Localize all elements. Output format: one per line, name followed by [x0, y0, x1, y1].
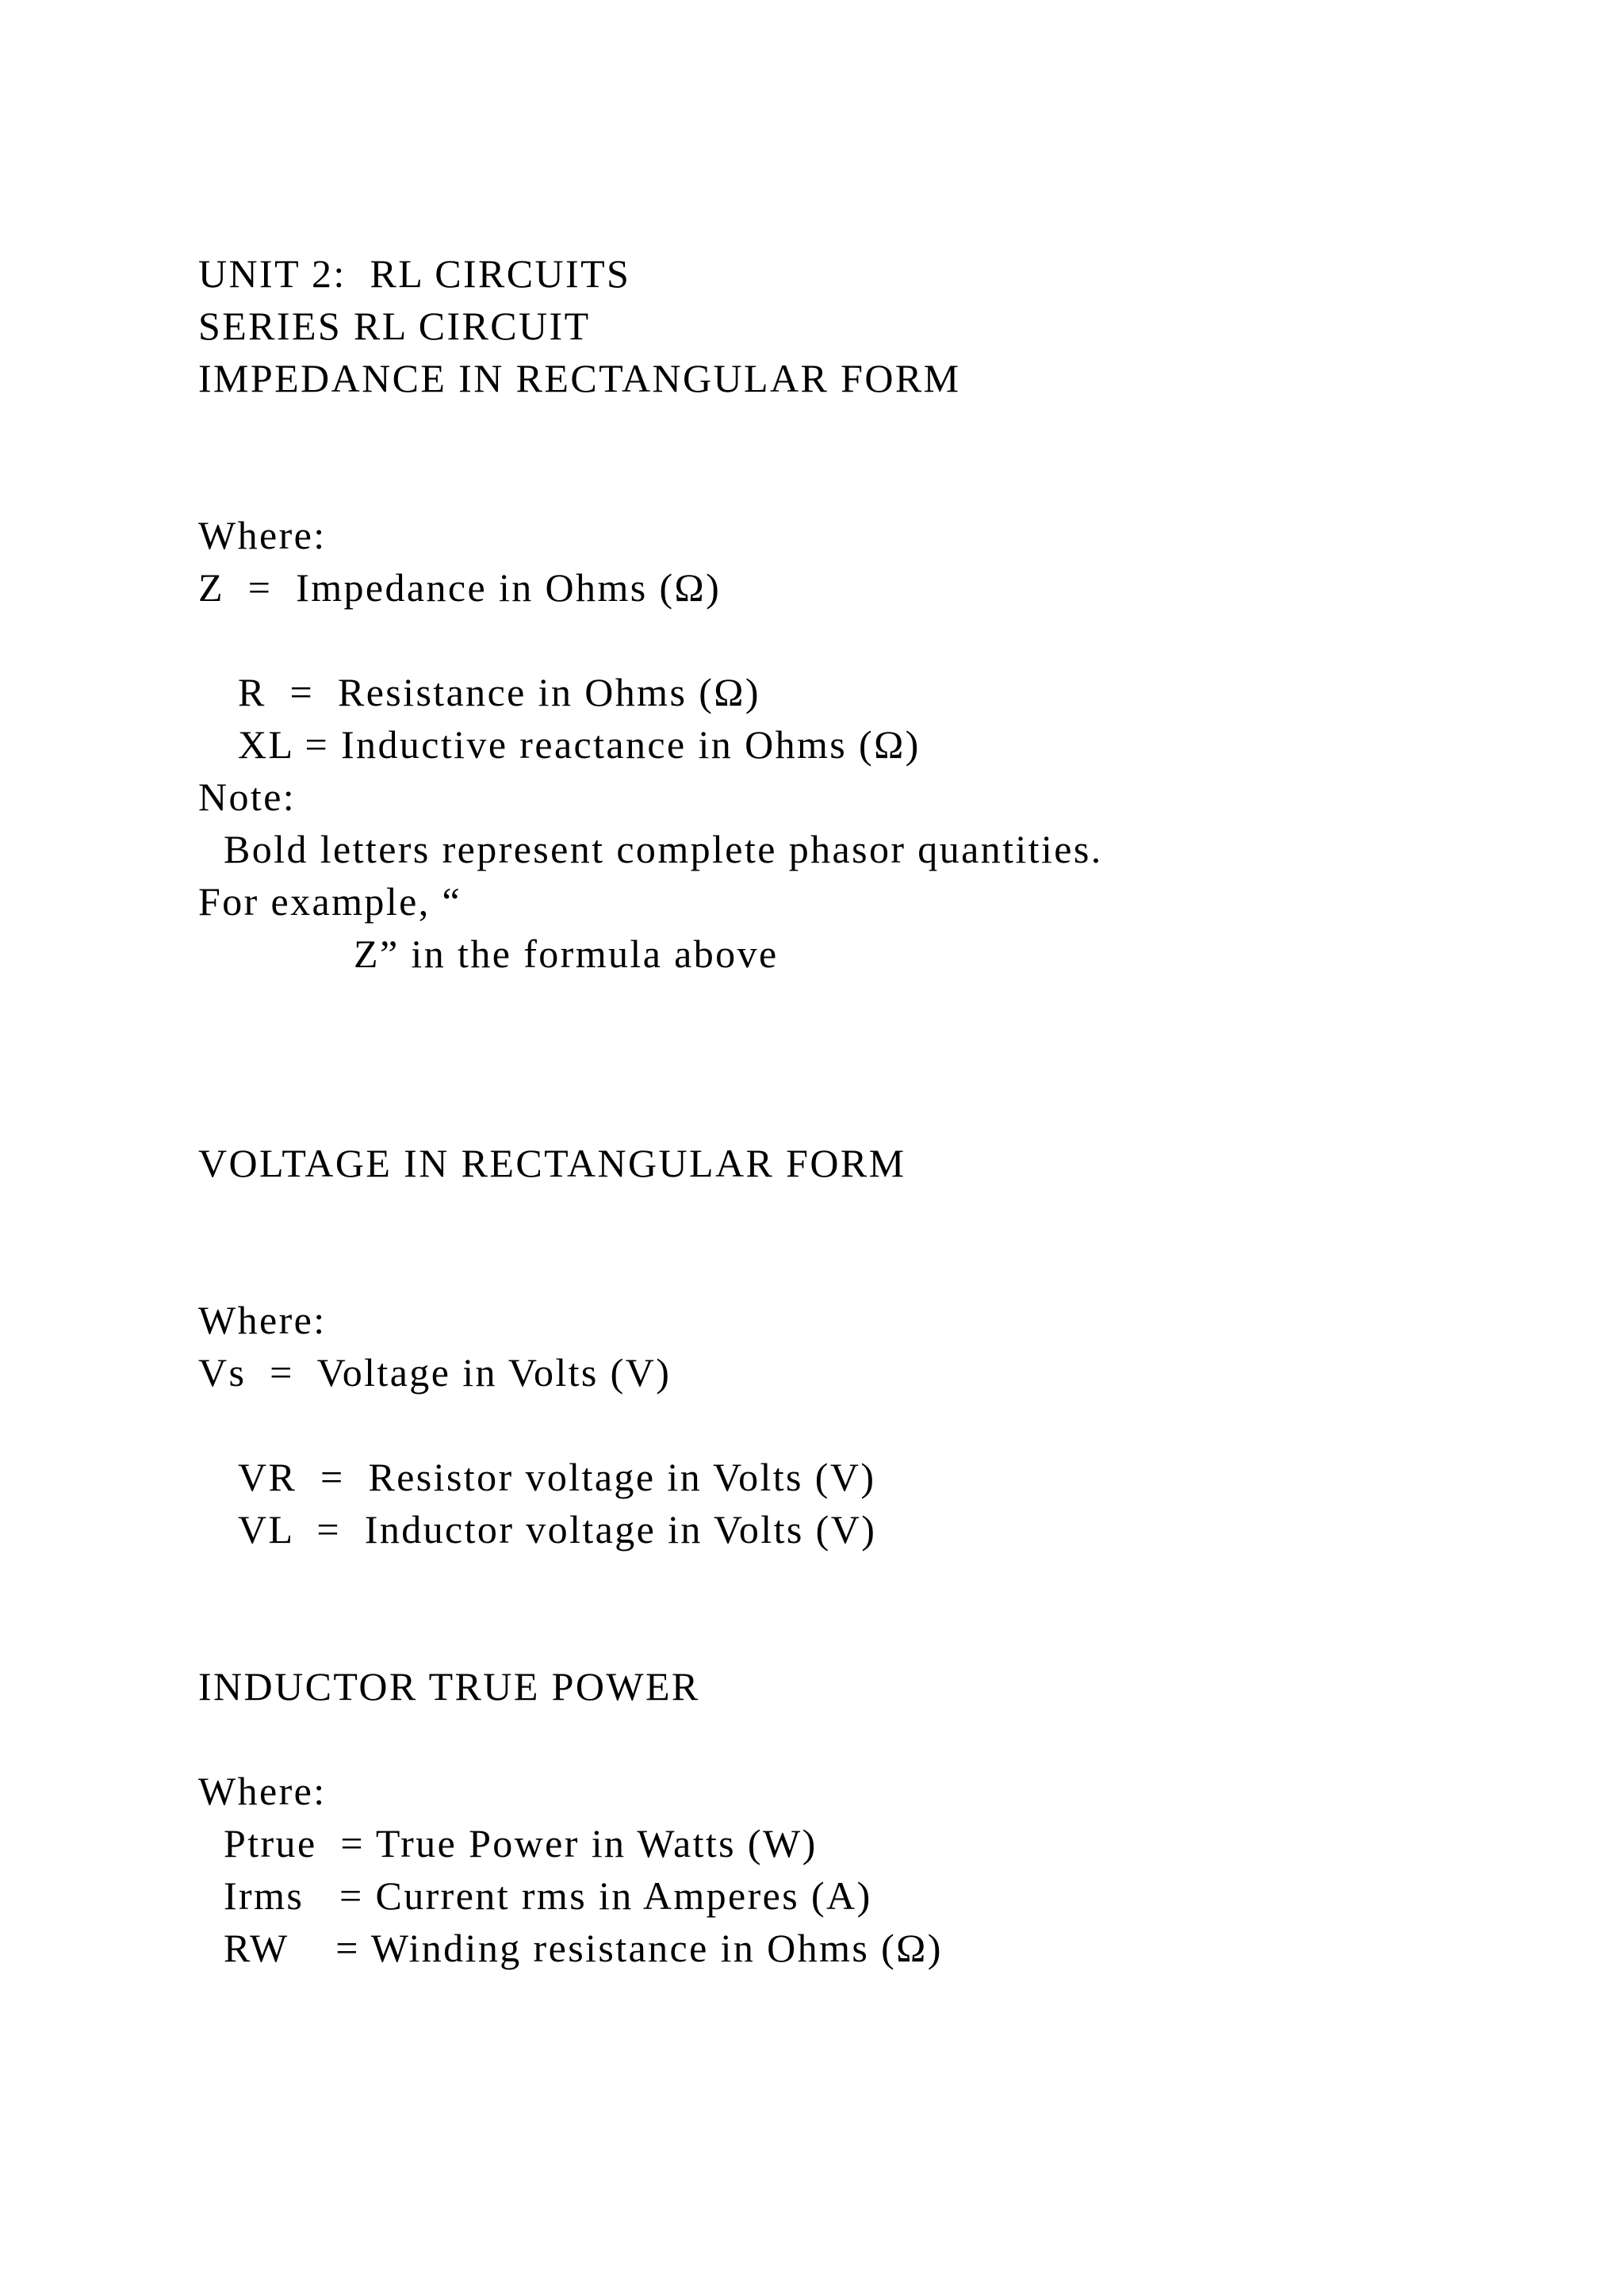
unit-title: UNIT 2: RL CIRCUITS [198, 251, 631, 296]
example-line-1: For example, “ [198, 879, 462, 924]
impedance-r-definition: R = Resistance in Ohms (Ω) [238, 670, 760, 714]
voltage-vl-definition: VL = Inductor voltage in Volts (V) [238, 1507, 877, 1552]
document-subtitle: SERIES RL CIRCUIT [198, 304, 591, 348]
example-line-2: Z” in the formula above [354, 932, 779, 976]
power-ptrue-definition: Ptrue = True Power in Watts (W) [224, 1821, 818, 1866]
impedance-xl-definition: XL = Inductive reactance in Ohms (Ω) [238, 722, 921, 767]
power-where-label: Where: [198, 1769, 327, 1813]
impedance-z-definition: Z = Impedance in Ohms (Ω) [198, 565, 722, 610]
voltage-vr-definition: VR = Resistor voltage in Volts (V) [238, 1455, 876, 1499]
impedance-where-label: Where: [198, 513, 327, 557]
power-rw-definition: RW = Winding resistance in Ohms (Ω) [224, 1926, 943, 1970]
power-irms-definition: Irms = Current rms in Amperes (A) [224, 1873, 872, 1918]
voltage-section-heading: VOLTAGE IN RECTANGULAR FORM [198, 1141, 906, 1185]
note-text: Bold letters represent complete phasor quantities. [224, 827, 1103, 871]
note-label: Note: [198, 775, 297, 819]
voltage-vs-definition: Vs = Voltage in Volts (V) [198, 1350, 672, 1395]
power-section-heading: INDUCTOR TRUE POWER [198, 1664, 700, 1709]
voltage-where-label: Where: [198, 1298, 327, 1342]
impedance-section-heading: IMPEDANCE IN RECTANGULAR FORM [198, 356, 961, 400]
